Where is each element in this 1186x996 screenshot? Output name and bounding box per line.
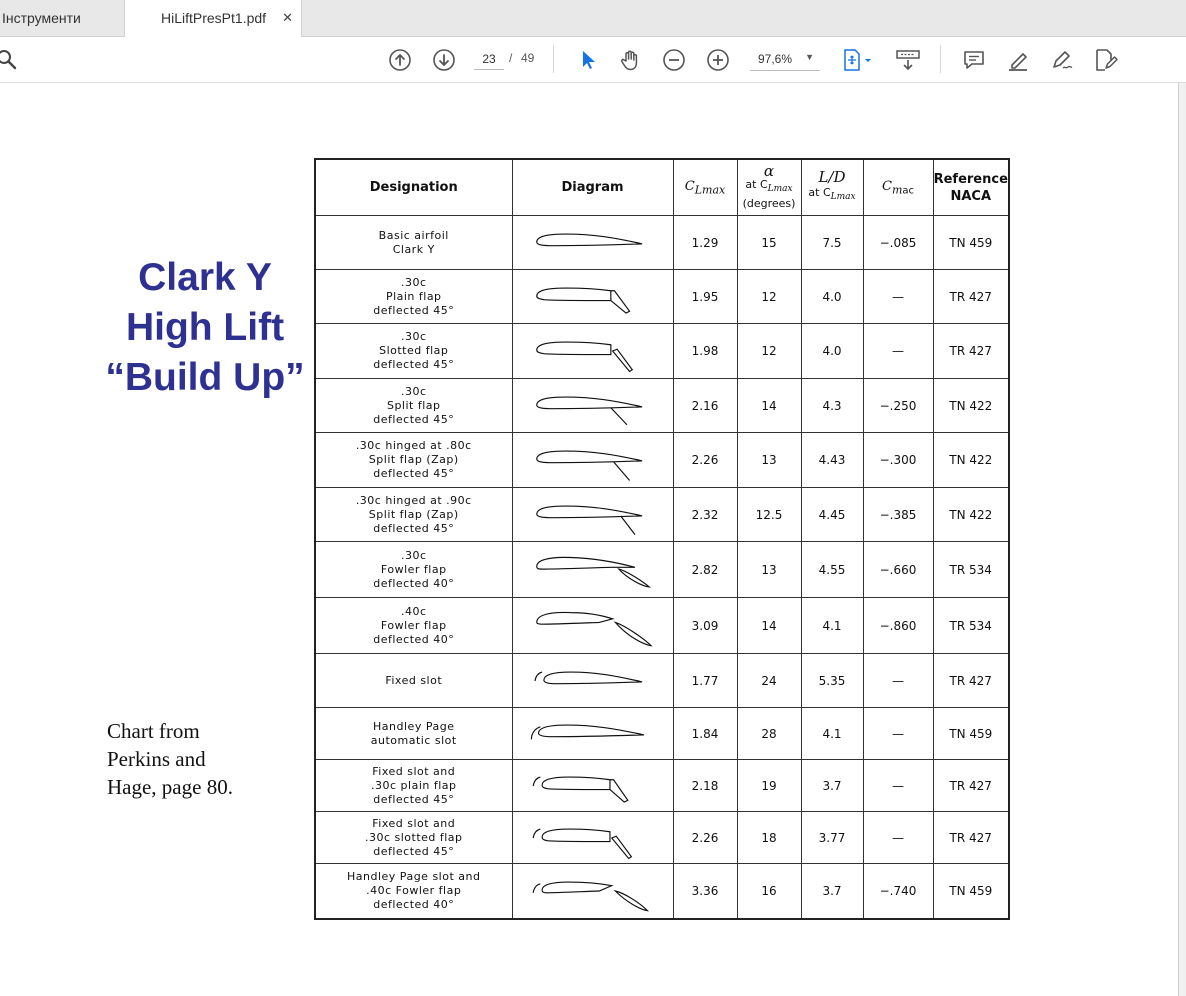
tab-document[interactable]: [124, 0, 302, 37]
cell-diagram: [512, 433, 673, 488]
airfoil-diagram: [518, 326, 668, 376]
high-lift-table: [314, 158, 1010, 920]
airfoil-diagram: [518, 866, 668, 916]
caption-line: Chart from: [107, 719, 200, 743]
cell-ld: 4.0: [801, 324, 863, 379]
designation-line: deflected 45°: [373, 412, 455, 426]
cell-ld: 3.77: [801, 812, 863, 864]
header-clmax-sub: Lmax: [694, 183, 726, 197]
cell-clmax: 2.32: [673, 488, 737, 542]
cell-cmac: −.740: [863, 864, 933, 919]
header-alpha: [737, 159, 801, 216]
cell-alpha: 12: [737, 324, 801, 379]
cell-cmac: —: [863, 708, 933, 760]
cell-alpha: 13: [737, 542, 801, 598]
cell-clmax: 1.98: [673, 324, 737, 379]
header-cmac: [863, 159, 933, 216]
cell-cmac: —: [863, 324, 933, 379]
zoom-in-icon[interactable]: [705, 47, 731, 73]
cell-ld: 4.55: [801, 542, 863, 598]
header-cmac-sub2: ac: [902, 185, 915, 197]
designation-line: .30c: [400, 548, 427, 562]
designation-line: .30c: [400, 384, 427, 398]
cell-ref: TR 427: [933, 654, 1009, 708]
cell-designation: [315, 812, 512, 864]
cell-designation: [315, 760, 512, 812]
designation-line: .30c slotted flap: [364, 830, 463, 844]
cell-ld: 4.1: [801, 598, 863, 654]
cell-designation: [315, 324, 512, 379]
designation-line: Handley Page slot and: [347, 869, 481, 883]
designation-line: deflected 40°: [373, 576, 455, 590]
cell-designation: [315, 216, 512, 270]
cell-ref: TR 427: [933, 812, 1009, 864]
cell-ld: 4.0: [801, 270, 863, 324]
table-row: [315, 379, 1009, 433]
cell-cmac: —: [863, 812, 933, 864]
airfoil-diagram: [518, 656, 668, 706]
tab-tools[interactable]: [0, 0, 124, 36]
cell-ref: TN 459: [933, 708, 1009, 760]
zoom-out-icon[interactable]: [661, 47, 687, 73]
cell-clmax: 1.29: [673, 216, 737, 270]
cell-clmax: 2.26: [673, 433, 737, 488]
table-row: [315, 812, 1009, 864]
toolbar: [0, 37, 1186, 83]
cell-cmac: −.860: [863, 598, 933, 654]
cell-alpha: 13: [737, 433, 801, 488]
header-diagram: Diagram: [512, 159, 673, 216]
designation-line: Basic airfoil: [378, 228, 449, 242]
table-body: [315, 216, 1009, 919]
designation-line: .30c hinged at .80c: [355, 439, 472, 452]
cell-alpha: 16: [737, 864, 801, 919]
cell-diagram: [512, 864, 673, 919]
highlight-pen-icon[interactable]: [1005, 47, 1031, 73]
cell-alpha: 24: [737, 654, 801, 708]
cell-diagram: [512, 654, 673, 708]
cell-designation: [315, 379, 512, 433]
cell-clmax: 3.09: [673, 598, 737, 654]
cell-diagram: [512, 270, 673, 324]
cell-clmax: 1.77: [673, 654, 737, 708]
cell-cmac: −.660: [863, 542, 933, 598]
header-alpha-at: at C: [745, 178, 768, 192]
cell-designation: [315, 542, 512, 598]
cell-diagram: [512, 488, 673, 542]
toolbar-divider: [940, 45, 941, 73]
table-row: [315, 433, 1009, 488]
select-cursor-icon[interactable]: [574, 47, 600, 73]
search-icon[interactable]: [0, 47, 20, 73]
header-ld-main: L/D: [818, 168, 846, 187]
chevron-down-icon: ▼: [805, 52, 814, 62]
cell-ld: 3.7: [801, 864, 863, 919]
designation-line: Split flap (Zap): [368, 507, 459, 521]
cell-ld: 3.7: [801, 760, 863, 812]
cell-alpha: 12.5: [737, 488, 801, 542]
header-ld: [801, 159, 863, 216]
designation-line: Fixed slot and: [372, 764, 456, 778]
designation-line: Fowler flap: [380, 562, 447, 576]
slide-title-line: High Lift: [125, 306, 285, 349]
designation-line: .30c: [400, 330, 427, 343]
table-header-row: [315, 159, 1009, 216]
designation-line: deflected 45°: [373, 521, 455, 535]
table-row: [315, 760, 1009, 812]
edit-document-icon[interactable]: [1093, 47, 1119, 73]
scroll-mode-icon[interactable]: [895, 47, 921, 73]
cell-alpha: 19: [737, 760, 801, 812]
cell-diagram: [512, 542, 673, 598]
cell-diagram: [512, 216, 673, 270]
zoom-value: 97,6%: [758, 52, 793, 66]
designation-line: deflected 40°: [373, 632, 455, 646]
page-number-input[interactable]: [474, 49, 504, 70]
cell-diagram: [512, 379, 673, 433]
cell-ref: TN 422: [933, 488, 1009, 542]
header-reference: [933, 159, 1009, 216]
close-icon[interactable]: ✕: [282, 10, 293, 25]
table-row: [315, 488, 1009, 542]
airfoil-diagram: [518, 218, 668, 268]
previous-page-icon[interactable]: [387, 47, 413, 73]
tab-bar: [0, 0, 1186, 37]
cell-cmac: −.250: [863, 379, 933, 433]
header-ld-at-sub: Lmax: [830, 192, 856, 203]
designation-line: deflected 45°: [373, 844, 455, 858]
header-alpha-units: (degrees): [742, 196, 796, 210]
cell-clmax: 1.84: [673, 708, 737, 760]
cell-cmac: −.085: [863, 216, 933, 270]
cell-cmac: —: [863, 270, 933, 324]
cell-ld: 4.43: [801, 433, 863, 488]
designation-line: .30c: [400, 275, 427, 289]
zoom-select[interactable]: [750, 48, 820, 71]
header-clmax: [673, 159, 737, 216]
cell-clmax: 3.36: [673, 864, 737, 919]
designation-line: deflected 45°: [373, 792, 455, 806]
designation-line: Clark Y: [392, 242, 435, 256]
cell-clmax: 1.95: [673, 270, 737, 324]
fit-page-icon[interactable]: [840, 47, 876, 73]
designation-line: Handley Page: [373, 719, 455, 733]
header-alpha-at-sub: Lmax: [767, 184, 793, 195]
cell-clmax: 2.26: [673, 812, 737, 864]
cell-clmax: 2.18: [673, 760, 737, 812]
designation-line: Fixed slot: [385, 673, 443, 687]
cell-alpha: 14: [737, 598, 801, 654]
designation-line: .40c Fowler flap: [366, 883, 462, 897]
airfoil-diagram: [518, 490, 668, 540]
cell-alpha: 14: [737, 379, 801, 433]
cell-designation: [315, 598, 512, 654]
tab-document-label: HiLiftPresPt1.pdf: [161, 10, 267, 26]
table-row: [315, 542, 1009, 598]
airfoil-diagram: [518, 761, 668, 811]
sign-pen-icon[interactable]: [1049, 47, 1075, 73]
cell-designation: [315, 433, 512, 488]
airfoil-diagram: [518, 272, 668, 322]
cell-designation: [315, 708, 512, 760]
cell-alpha: 12: [737, 270, 801, 324]
cell-ref: TN 459: [933, 864, 1009, 919]
designation-line: Split flap: [386, 398, 441, 412]
table-row: [315, 324, 1009, 379]
designation-line: .30c hinged at .90c: [355, 493, 472, 507]
cell-designation: [315, 654, 512, 708]
cell-designation: [315, 864, 512, 919]
comment-icon[interactable]: [961, 47, 987, 73]
table-row: [315, 708, 1009, 760]
header-clmax-main: C: [684, 178, 695, 194]
designation-line: Plain flap: [385, 289, 442, 303]
cell-alpha: 15: [737, 216, 801, 270]
tab-tools-label: Інструменти: [2, 10, 81, 26]
vertical-scrollbar[interactable]: [1178, 83, 1186, 996]
cell-ld: 4.3: [801, 379, 863, 433]
toolbar-divider: [553, 45, 554, 73]
designation-line: Fixed slot and: [372, 816, 456, 830]
cell-clmax: 2.82: [673, 542, 737, 598]
cell-ref: TR 427: [933, 760, 1009, 812]
table-row: [315, 864, 1009, 919]
cell-ref: TR 534: [933, 598, 1009, 654]
cell-cmac: −.385: [863, 488, 933, 542]
cell-designation: [315, 488, 512, 542]
designation-line: deflected 45°: [373, 303, 455, 317]
cell-clmax: 2.16: [673, 379, 737, 433]
cell-cmac: −.300: [863, 433, 933, 488]
cell-ref: TR 534: [933, 542, 1009, 598]
cell-ld: 4.45: [801, 488, 863, 542]
airfoil-diagram: [518, 381, 668, 431]
designation-line: deflected 45°: [373, 358, 455, 371]
table-row: [315, 598, 1009, 654]
header-cmac-main: C: [881, 178, 892, 194]
designation-line: Split flap (Zap): [368, 453, 459, 466]
designation-line: automatic slot: [370, 733, 457, 747]
cell-ld: 5.35: [801, 654, 863, 708]
cell-ref: TR 427: [933, 324, 1009, 379]
cell-diagram: [512, 324, 673, 379]
airfoil-diagram: [518, 709, 668, 759]
cell-diagram: [512, 708, 673, 760]
header-ld-at: at C: [808, 186, 831, 200]
airfoil-diagram: [518, 545, 668, 595]
cell-diagram: [512, 598, 673, 654]
page-separator: /: [509, 51, 513, 65]
designation-line: .30c plain flap: [371, 778, 457, 792]
designation-line: deflected 45°: [373, 467, 455, 480]
cell-ref: TR 427: [933, 270, 1009, 324]
pdf-page: [0, 83, 1178, 996]
cell-ref: TN 422: [933, 379, 1009, 433]
cell-designation: [315, 270, 512, 324]
cell-ld: 4.1: [801, 708, 863, 760]
total-pages: 49: [521, 51, 535, 65]
header-reference-line: NACA: [950, 188, 992, 204]
cell-alpha: 18: [737, 812, 801, 864]
airfoil-diagram: [518, 601, 668, 651]
hand-tool-icon[interactable]: [617, 47, 643, 73]
designation-line: Slotted flap: [379, 344, 449, 357]
cell-ld: 7.5: [801, 216, 863, 270]
designation-line: Fowler flap: [380, 618, 447, 632]
table-row: [315, 216, 1009, 270]
header-cmac-sub: m: [891, 183, 903, 197]
cell-ref: TN 459: [933, 216, 1009, 270]
designation-line: .40c: [400, 604, 427, 618]
cell-alpha: 28: [737, 708, 801, 760]
header-reference-line: Reference: [933, 171, 1008, 187]
airfoil-diagram: [518, 435, 668, 485]
airfoil-diagram: [518, 813, 668, 863]
chart-caption: [107, 717, 287, 801]
cell-ref: TN 422: [933, 433, 1009, 488]
slide-title: [80, 253, 330, 403]
cell-diagram: [512, 760, 673, 812]
designation-line: deflected 40°: [373, 897, 455, 911]
cell-diagram: [512, 812, 673, 864]
table-row: [315, 270, 1009, 324]
slide-title-line: Clark Y: [138, 256, 272, 299]
next-page-icon[interactable]: [431, 47, 457, 73]
table-row: [315, 654, 1009, 708]
cell-cmac: —: [863, 654, 933, 708]
header-alpha-symbol: α: [763, 162, 775, 181]
caption-line: Hage, page 80.: [107, 775, 233, 799]
header-designation: Designation: [315, 159, 512, 216]
caption-line: Perkins and: [107, 747, 206, 771]
slide-title-line: “Build Up”: [105, 356, 305, 399]
cell-cmac: —: [863, 760, 933, 812]
